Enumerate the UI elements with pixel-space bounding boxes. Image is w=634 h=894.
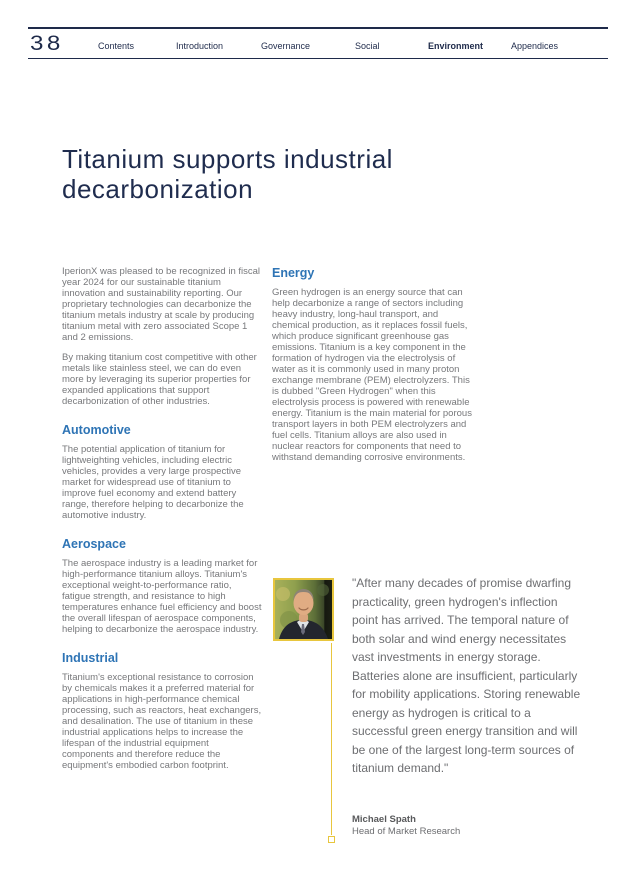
left-column bbox=[62, 266, 262, 780]
right-column bbox=[272, 266, 474, 472]
quote-author-role: Head of Market Research bbox=[352, 826, 461, 837]
intro-paragraph-2: By making titanium cost competitive with other metals like stainless steel, we can do even more by leveraging its superior properties for expanded applications that support decarbonization of other industries. bbox=[62, 352, 257, 407]
nav-item-governance[interactable]: Governance bbox=[261, 41, 311, 51]
section-body-industrial: Titanium's exceptional resistance to corrosion by chemicals makes it a preferred material for applications in high-performance chemical processing, such as reactors, heat exchangers, and desalination. The use of titanium in these industrial applications helps to increase the lifespan of the industrial equipment components and therefore reduce the equipment's embodied carbon footprint. bbox=[62, 672, 262, 771]
section-heading-industrial: Industrial bbox=[62, 651, 119, 665]
intro-paragraph-1: IperionX was pleased to be recognized in fiscal year 2024 for our sustainable titanium innovation and sustainability reporting. Our proprietary technologies can decarbonize the titanium metals industry at scale by producing titanium metal with zero associated Scope 1 and 2 emissions. bbox=[62, 266, 261, 343]
header-top-rule bbox=[28, 27, 608, 29]
nav-item-contents[interactable]: Contents bbox=[98, 41, 135, 51]
page-title: Titanium supports industrial decarbonization bbox=[62, 144, 393, 204]
section-heading-automotive: Automotive bbox=[62, 423, 131, 437]
header-bottom-rule bbox=[28, 58, 608, 59]
section-heading-energy: Energy bbox=[272, 266, 315, 280]
headshot-photo bbox=[273, 578, 334, 641]
section-body-automotive: The potential application of titanium for lightweighting vehicles, including electric vehicles, provides a very large prospective market for widespread use of titanium to improve fuel economy and extend battery range, therefore helping to decarbonize the automotive industry. bbox=[62, 444, 244, 521]
section-heading-aerospace: Aerospace bbox=[62, 537, 126, 551]
section-body-aerospace: The aerospace industry is a leading market for high-performance titanium alloys. Titanium's exceptional weight-to-performance ratio, fatigue strength, and resistance to high temperatures enhance fuel efficiency and boost the overall lifespan of aerospace components, helping to decarbonize the aerospace industry. bbox=[62, 558, 262, 635]
headshot-photo-graphic bbox=[275, 580, 332, 639]
page-number: 38 bbox=[30, 32, 64, 55]
nav-item-environment[interactable]: Environment bbox=[428, 41, 484, 51]
quote-author-name: Michael Spath bbox=[352, 814, 416, 825]
nav-item-social[interactable]: Social bbox=[355, 41, 380, 51]
nav-item-appendices[interactable]: Appendices bbox=[511, 41, 559, 51]
nav-item-introduction[interactable]: Introduction bbox=[176, 41, 224, 51]
accent-vertical-line bbox=[331, 643, 332, 835]
quote-text: "After many decades of promise dwarfing practicality, green hydrogen's inflection point has arrived. The temporal nature of both solar and wind energy necessitates vast investments in energy storage. Batteries alone are insufficient, particularly for mobility applications. Storing renewable energy as hydrogen is critical to a successful green energy transition and will be one of the largest long-term sources of titanium demand." bbox=[352, 576, 581, 775]
section-body-energy: Green hydrogen is an energy source that can help decarbonize a range of sectors including heavy industry, long-haul transport, and chemical production, as it replaces fossil fuels, which produce significant greenhouse gas emissions. Titanium is a key component in the formation of hydrogen via the electrolysis of water as it is commonly used in many proton exchange membrane (PEM) electrolyzers. This is dubbed "Green Hydrogen" when this electrolysis process is powered with renewable energy. Titanium is the main material for porous transport layers in both PEM electrolyzers and fuel cells. Titanium alloys are also used in nuclear reactors for components that need to withstand demanding corrosive environments. bbox=[272, 287, 472, 463]
accent-square bbox=[328, 836, 335, 843]
